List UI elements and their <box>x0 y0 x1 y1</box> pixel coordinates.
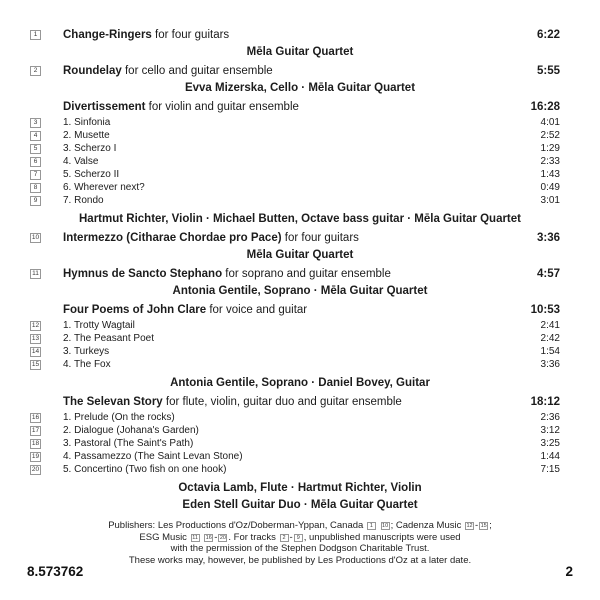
track-number-box: 12 <box>31 321 40 329</box>
track-duration: 16:28 <box>530 101 560 113</box>
subtrack-row <box>0 424 600 437</box>
track-duration: 1:44 <box>540 451 560 462</box>
work-subtitle: for violin and guitar ensemble <box>145 101 299 113</box>
track-number-box: 18 <box>31 439 40 447</box>
performers-line: Eden Stell Guitar Duo · Mēla Guitar Quartet <box>182 499 418 511</box>
publisher-note-text: . For tracks <box>228 531 279 543</box>
track-number-box: 10 <box>382 523 389 529</box>
track-number-column <box>30 144 63 154</box>
work-title-group <box>63 301 523 319</box>
performers-block <box>0 44 600 61</box>
performers-block <box>0 375 600 392</box>
performers-block <box>0 283 600 300</box>
subtrack-title-group <box>63 116 533 129</box>
subtrack-title: 2. Dialogue (Johana's Garden) <box>63 425 199 436</box>
subtrack-title-group <box>63 181 533 194</box>
subtrack-title: 7. Rondo <box>63 195 104 206</box>
subtrack-row <box>0 194 600 207</box>
track-row <box>0 98 600 116</box>
performers-block <box>0 211 600 228</box>
subtrack-row <box>0 345 600 358</box>
work-title: Change-Ringers <box>63 29 152 41</box>
work-title-group <box>63 265 529 283</box>
track-number-box: 5 <box>30 144 41 154</box>
track-number-box: 3 <box>30 118 41 128</box>
subtrack-title-group <box>63 411 533 424</box>
track-number-box: 16 <box>31 413 40 421</box>
subtrack-title: 2. Musette <box>63 130 110 141</box>
subtrack-title-group <box>63 319 533 332</box>
track-row <box>0 62 600 80</box>
work-title-group <box>63 229 529 247</box>
track-duration: 2:41 <box>540 320 560 331</box>
publisher-note-text: - <box>214 531 218 543</box>
performers-line: Mēla Guitar Quartet <box>246 249 354 261</box>
subtrack-row <box>0 142 600 155</box>
work-title: Four Poems of John Clare <box>63 304 207 316</box>
track-duration: 3:01 <box>540 195 560 206</box>
track-number-column <box>30 66 63 76</box>
publisher-note-text: Publishers: Les Productions d'Oz/Doberman-Yppan, Canada <box>108 520 366 531</box>
track-number-box: 13 <box>31 334 40 342</box>
subtrack-title: 4. The Fox <box>63 359 111 370</box>
track-number-column <box>30 439 63 449</box>
track-duration: 1:54 <box>540 346 560 357</box>
work-subtitle: for soprano and guitar ensemble <box>222 268 391 280</box>
subtrack-row <box>0 319 600 332</box>
work-title-group <box>63 62 529 80</box>
track-duration: 3:36 <box>540 359 560 370</box>
track-number-column <box>30 196 63 206</box>
publisher-note-text: - <box>475 520 479 531</box>
subtrack-title: 4. Valse <box>63 156 99 167</box>
work-title: Hymnus de Sancto Stephano <box>63 268 223 280</box>
track-duration: 18:12 <box>530 396 560 408</box>
track-number-box: 17 <box>31 426 40 434</box>
track-number-box: 9 <box>30 196 41 206</box>
performers-block <box>0 247 600 264</box>
subtrack-title-group <box>63 463 533 476</box>
publisher-note-text: , unpublished manuscripts were used <box>303 531 461 543</box>
work-subtitle: for flute, violin, guitar duo and guitar ensemble <box>162 396 402 408</box>
subtrack-title-group <box>63 424 533 437</box>
publisher-note-text: These works may, however, be published by Les Productions d'Oz at a later date. <box>128 554 472 566</box>
performers-line: Hartmut Richter, Violin · Michael Butten, Octave bass guitar · Mēla Guitar Quartet <box>79 213 521 225</box>
track-row <box>0 301 600 319</box>
track-row <box>0 393 600 411</box>
track-number-box: 8 <box>30 183 41 193</box>
track-number-column <box>30 269 63 279</box>
track-duration: 0:49 <box>540 182 560 193</box>
subtrack-row <box>0 168 600 181</box>
subtrack-row <box>0 358 600 371</box>
publisher-note-text <box>377 520 380 531</box>
track-number-box: 15 <box>31 360 40 368</box>
track-duration: 2:52 <box>540 130 560 141</box>
publisher-note <box>0 520 600 566</box>
track-number-box: 20 <box>31 465 40 473</box>
work-title-group <box>63 393 523 411</box>
work-title: Divertissement <box>63 101 146 113</box>
track-number-box: 4 <box>30 131 41 141</box>
subtrack-title-group <box>63 142 533 155</box>
work-subtitle: for cello and guitar ensemble <box>121 65 273 77</box>
track-duration: 3:12 <box>540 425 560 436</box>
track-duration: 1:43 <box>540 169 560 180</box>
subtrack-row <box>0 181 600 194</box>
track-duration: 6:22 <box>536 29 560 41</box>
track-number-box: 20 <box>219 534 226 541</box>
subtrack-title-group <box>63 358 533 371</box>
track-number-box: 7 <box>30 170 41 180</box>
performers-block <box>0 480 600 514</box>
performers-line: Antonia Gentile, Soprano · Daniel Bovey, Guitar <box>170 377 430 389</box>
subtrack-row <box>0 116 600 129</box>
work-title: Roundelay <box>63 65 122 77</box>
track-number-box: 2 <box>30 66 41 76</box>
track-row <box>0 265 600 283</box>
subtrack-row <box>0 437 600 450</box>
track-duration: 5:55 <box>536 65 560 77</box>
subtrack-title: 2. The Peasant Poet <box>63 333 154 344</box>
track-duration: 2:36 <box>540 412 560 423</box>
track-number-column <box>30 465 63 475</box>
performers-block <box>0 80 600 97</box>
track-number-box: 12 <box>466 523 473 529</box>
subtrack-title: 1. Trotty Wagtail <box>63 320 135 331</box>
subtrack-title: 1. Sinfonia <box>63 117 111 128</box>
track-number-column <box>30 347 63 357</box>
track-number-column <box>30 157 63 167</box>
work-title: Intermezzo (Citharae Chordae pro Pace) <box>63 232 282 244</box>
work-subtitle: for four guitars <box>151 29 230 41</box>
subtrack-row <box>0 129 600 142</box>
subtrack-title-group <box>63 194 533 207</box>
subtrack-title: 3. Scherzo I <box>63 143 117 154</box>
track-number-box: 11 <box>192 534 198 541</box>
publisher-note-text: ; <box>489 520 492 531</box>
subtrack-title-group <box>63 168 533 181</box>
track-number-column <box>30 452 63 462</box>
publisher-note-text <box>201 532 204 543</box>
track-duration: 3:36 <box>536 232 560 244</box>
track-number-box: 14 <box>31 347 40 355</box>
track-number-box: 1 <box>367 522 376 530</box>
track-number-column <box>30 170 63 180</box>
track-number-box: 16 <box>205 534 212 541</box>
bottom-bar <box>0 564 600 579</box>
performers-line: Evva Mizerska, Cello · Mēla Guitar Quartet <box>184 82 416 94</box>
work-title-group <box>63 98 523 116</box>
track-number-box: 19 <box>31 452 40 460</box>
performers-line: Octavia Lamb, Flute · Hartmut Richter, Violin <box>178 482 422 494</box>
work-subtitle: for voice and guitar <box>206 304 308 316</box>
catalog-number: 8.573762 <box>27 564 84 579</box>
track-number-box: 11 <box>30 269 41 279</box>
track-number-column <box>30 413 63 423</box>
track-number-box: 2 <box>280 534 289 542</box>
track-number-column <box>30 426 63 436</box>
subtrack-row <box>0 411 600 424</box>
subtrack-title-group <box>63 129 533 142</box>
track-duration: 10:53 <box>530 304 560 316</box>
subtrack-title-group <box>63 155 533 168</box>
track-number-column <box>30 233 63 243</box>
subtrack-title: 5. Concertino (Two fish on one hook) <box>63 464 227 475</box>
track-number-box: 1 <box>30 30 41 40</box>
work-subtitle: for four guitars <box>281 232 359 244</box>
track-number-column <box>30 321 63 331</box>
subtrack-title: 5. Scherzo II <box>63 169 120 180</box>
track-number-box: 10 <box>31 234 40 241</box>
performers-line: Mēla Guitar Quartet <box>246 46 354 58</box>
subtrack-title: 3. Pastoral (The Saint's Path) <box>63 438 194 449</box>
track-duration: 4:01 <box>540 117 560 128</box>
subtrack-title-group <box>63 450 533 463</box>
track-number-column <box>30 118 63 128</box>
performers-line: Antonia Gentile, Soprano · Mēla Guitar Quartet <box>172 285 428 297</box>
subtrack-row <box>0 450 600 463</box>
track-number-column <box>30 360 63 370</box>
track-duration: 7:15 <box>540 464 560 475</box>
track-duration: 4:57 <box>536 268 560 280</box>
subtrack-row <box>0 463 600 476</box>
track-number-column <box>30 334 63 344</box>
publisher-note-text: - <box>289 531 293 543</box>
page-number: 2 <box>565 564 573 579</box>
subtrack-title: 6. Wherever next? <box>63 182 145 193</box>
track-number-column <box>30 131 63 141</box>
track-duration: 2:42 <box>540 333 560 344</box>
publisher-note-text: ; Cadenza Music <box>390 520 464 531</box>
subtrack-title: 1. Prelude (On the rocks) <box>63 412 175 423</box>
track-row <box>0 26 600 44</box>
subtrack-row <box>0 332 600 345</box>
subtrack-title-group <box>63 437 533 450</box>
subtrack-title: 4. Passamezzo (The Saint Levan Stone) <box>63 451 243 462</box>
work-title: The Selevan Story <box>63 396 163 408</box>
publisher-note-line <box>55 543 545 555</box>
work-title-group <box>63 26 529 44</box>
subtrack-title-group <box>63 332 533 345</box>
publisher-note-text: ESG Music <box>139 531 190 543</box>
track-duration: 2:33 <box>540 156 560 167</box>
track-duration: 3:25 <box>540 438 560 449</box>
track-duration: 1:29 <box>540 143 560 154</box>
track-number-column <box>30 30 63 40</box>
subtrack-title-group <box>63 345 533 358</box>
track-number-box: 9 <box>294 534 303 542</box>
subtrack-title: 3. Turkeys <box>63 346 110 357</box>
publisher-note-line <box>55 532 545 544</box>
track-number-box: 6 <box>30 157 41 167</box>
publisher-note-line <box>55 520 545 532</box>
track-number-column <box>30 183 63 193</box>
subtrack-row <box>0 155 600 168</box>
track-number-box: 15 <box>480 523 487 529</box>
publisher-note-text: with the permission of the Stephen Dodgson Charitable Trust. <box>170 543 430 554</box>
track-row <box>0 229 600 247</box>
